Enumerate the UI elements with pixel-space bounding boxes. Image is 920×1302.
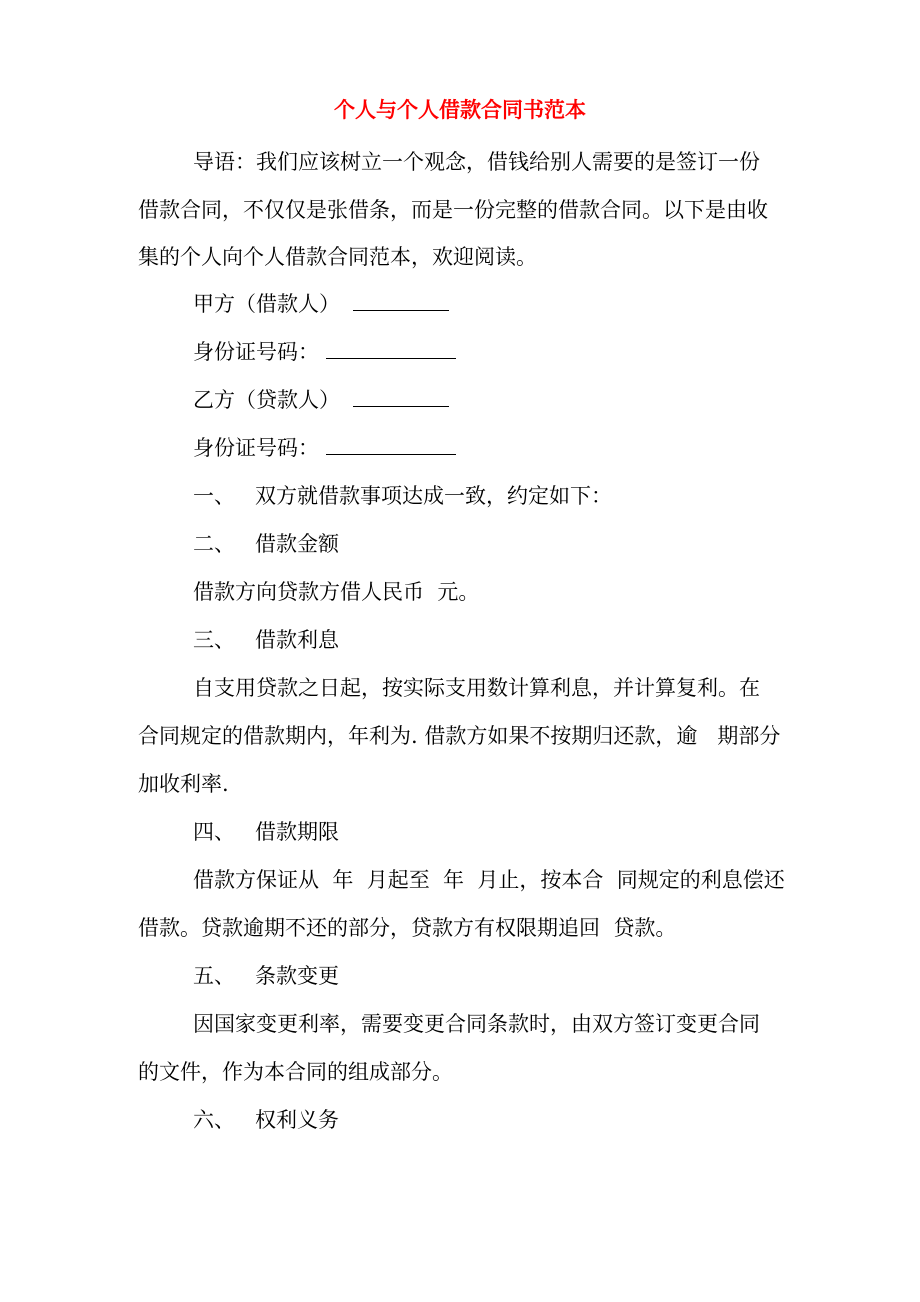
- clause-6-heading: 六、 权利义务: [193, 1108, 340, 1132]
- clause-3-text-3: 加收利率.: [138, 772, 229, 796]
- clause-3-text-1: 自支用贷款之日起，按实际支用数计算利息，并计算复利。在: [193, 676, 760, 700]
- clause-4-text-2: 借款。贷款逾期不还的部分，贷款方有权限期追回 贷款。: [138, 916, 677, 940]
- clause-2-heading: 二、 借款金额: [193, 532, 340, 556]
- clause-5-text-2: 的文件，作为本合同的组成部分。: [138, 1060, 453, 1084]
- clause-4-heading: 四、 借款期限: [193, 820, 340, 844]
- intro-line-2: 借款合同，不仅仅是张借条，而是一份完整的借款合同。以下是由收: [138, 198, 768, 222]
- clause-1: 一、 双方就借款事项达成一致，约定如下：: [193, 484, 613, 508]
- party-a-label: 甲方（借款人）: [193, 292, 340, 316]
- party-a-blank: [353, 288, 449, 311]
- id-blank-1: [326, 336, 456, 359]
- id-label-1: 身份证号码：: [193, 340, 319, 364]
- id-blank-2: [326, 432, 456, 455]
- intro-line-1: 导语：我们应该树立一个观念，借钱给别人需要的是签订一份: [193, 150, 760, 174]
- id-line-2: [193, 432, 456, 464]
- clause-5-heading: 五、 条款变更: [193, 964, 340, 988]
- intro-line-3: 集的个人向个人借款合同范本，欢迎阅读。: [138, 245, 537, 269]
- clause-3-heading: 三、 借款利息: [193, 628, 340, 652]
- clause-4-text-1: 借款方保证从 年 月起至 年 月止，按本合 同规定的利息偿还: [193, 868, 785, 892]
- party-b-label: 乙方（贷款人）: [193, 388, 340, 412]
- id-label-2: 身份证号码：: [193, 436, 319, 460]
- party-b-blank: [353, 384, 449, 407]
- id-line-1: [193, 336, 456, 368]
- party-b-line: [193, 384, 449, 416]
- clause-5-text-1: 因国家变更利率，需要变更合同条款时，由双方签订变更合同: [193, 1012, 760, 1036]
- document-title: 个人与个人借款合同书范本: [334, 97, 586, 122]
- party-a-line: [193, 288, 449, 320]
- clause-3-text-2: 合同规定的借款期内，年利为. 借款方如果不按期归还款，逾 期部分: [138, 724, 781, 748]
- clause-2-text: 借款方向贷款方借人民币 元。: [193, 580, 480, 604]
